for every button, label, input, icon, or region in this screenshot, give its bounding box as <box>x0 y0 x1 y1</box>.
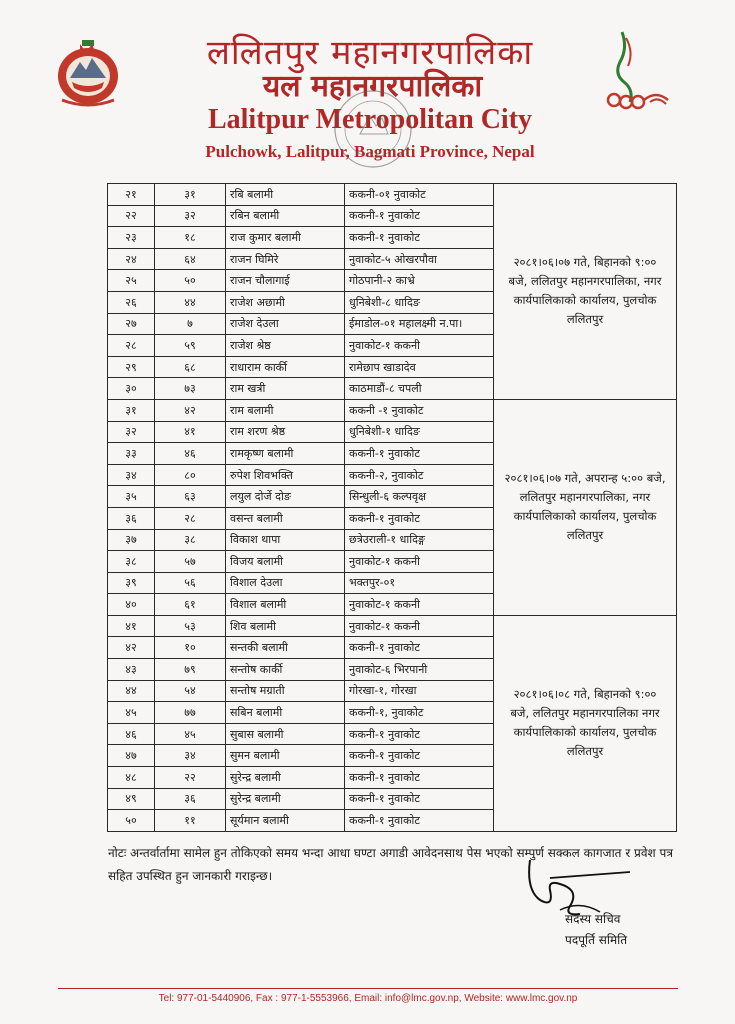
candidate-name: सन्तोष मग्राती <box>226 680 345 702</box>
candidate-name: सन्तोष कार्की <box>226 659 345 681</box>
candidate-address: गोठपानी-२ काभ्रे <box>345 270 494 292</box>
roll-number: ७९ <box>155 659 226 681</box>
roll-number: २८ <box>155 507 226 529</box>
candidate-name: सुरेन्द्र बलामी <box>226 767 345 789</box>
candidate-address: ककनी-१ नुवाकोट <box>345 443 494 465</box>
signatory-block <box>565 909 627 951</box>
candidate-address: ककनी-२, नुवाकोट <box>345 464 494 486</box>
serial-number: ४५ <box>108 702 155 724</box>
candidate-address: ककनी-१ नुवाकोट <box>345 227 494 249</box>
interview-schedule: २०८१।०६।०८ गते, बिहानको ९:०० बजे, ललितपुर महानगरपालिका नगर कार्यपालिकाको कार्यालय, पुलचोक ललितपुर <box>494 615 677 831</box>
serial-number: ४३ <box>108 659 155 681</box>
candidate-address: रामेछाप खाडादेव <box>345 356 494 378</box>
candidate-name: रुपेश शिवभक्ति <box>226 464 345 486</box>
serial-number: २८ <box>108 335 155 357</box>
roll-number: ३६ <box>155 788 226 810</box>
candidate-address: नुवाकोट-१ ककनी <box>345 551 494 573</box>
serial-number: ३१ <box>108 399 155 421</box>
candidate-name: सुरेन्द्र बलामी <box>226 788 345 810</box>
candidate-name: विजय बलामी <box>226 551 345 573</box>
serial-number: ४१ <box>108 615 155 637</box>
candidate-name: शिव बलामी <box>226 615 345 637</box>
roll-number: ६३ <box>155 486 226 508</box>
footer-contact: Tel: 977-01-5440906, Fax : 977-1-5553966, Email: info@lmc.gov.np, Website: www.lmc.gov.np <box>158 993 578 1004</box>
candidate-address: काठमाडौं-८ चपली <box>345 378 494 400</box>
table-row <box>108 399 677 421</box>
candidate-address: ककनी-१ नुवाकोट <box>345 723 494 745</box>
serial-number: ४६ <box>108 723 155 745</box>
roll-number: ७३ <box>155 378 226 400</box>
candidate-table <box>107 183 677 832</box>
footer-divider <box>58 988 678 989</box>
city-logo-icon <box>600 28 672 112</box>
candidate-address: ककनी-१ नुवाकोट <box>345 788 494 810</box>
roll-number: ६१ <box>155 594 226 616</box>
candidate-address: नुवाकोट-१ ककनी <box>345 594 494 616</box>
candidate-name: राजेश श्रेष्ठ <box>226 335 345 357</box>
roll-number: ६४ <box>155 248 226 270</box>
serial-number: २९ <box>108 356 155 378</box>
roll-number: ३८ <box>155 529 226 551</box>
candidate-name: राजन घिमिरे <box>226 248 345 270</box>
candidate-name: सुमन बलामी <box>226 745 345 767</box>
candidate-address: ककनी-१ नुवाकोट <box>345 507 494 529</box>
roll-number: ७ <box>155 313 226 335</box>
candidate-address: ककनी-१ नुवाकोट <box>345 767 494 789</box>
roll-number: ११ <box>155 810 226 832</box>
candidate-name: सन्तकी बलामी <box>226 637 345 659</box>
candidate-name: राम बलामी <box>226 399 345 421</box>
candidate-name: राम शरण श्रेष्ठ <box>226 421 345 443</box>
candidate-address: गोरखा-१, गोरखा <box>345 680 494 702</box>
candidate-name: सुबास बलामी <box>226 723 345 745</box>
serial-number: २६ <box>108 291 155 313</box>
notice-text: नोटः अन्तर्वार्तामा सामेल हुन तोकिएको समय भन्दा आधा घण्टा अगाडी आवेदनसाथ पेस भएको सम्पुर्ण सक्कल कागजात र प्रवेश पत्र सहित उपस्थित हुन जानकारी गराइन्छ। <box>108 846 673 883</box>
serial-number: ३० <box>108 378 155 400</box>
roll-number: ५३ <box>155 615 226 637</box>
candidate-name: राजेश देउला <box>226 313 345 335</box>
roll-number: ४६ <box>155 443 226 465</box>
candidate-address: छत्रेउराली-१ धादिङ्ग <box>345 529 494 551</box>
org-title-nepali: ललितपुर महानगरपालिका <box>206 33 534 73</box>
candidate-name: विकाश थापा <box>226 529 345 551</box>
nepal-emblem-icon <box>52 38 124 108</box>
candidate-name: रामकृष्ण बलामी <box>226 443 345 465</box>
serial-number: ५० <box>108 810 155 832</box>
candidate-address: ककनी -१ नुवाकोट <box>345 399 494 421</box>
serial-number: ४८ <box>108 767 155 789</box>
candidate-address: सिन्धुली-६ कल्पवृक्ष <box>345 486 494 508</box>
roll-number: ३४ <box>155 745 226 767</box>
office-stamp <box>330 86 416 172</box>
candidate-name: राधाराम कार्की <box>226 356 345 378</box>
table-row <box>108 184 677 206</box>
table-row <box>108 615 677 637</box>
roll-number: ५६ <box>155 572 226 594</box>
serial-number: ४७ <box>108 745 155 767</box>
candidate-address: ककनी-१ नुवाकोट <box>345 810 494 832</box>
candidate-name: विशाल देउला <box>226 572 345 594</box>
roll-number: २२ <box>155 767 226 789</box>
candidate-address: ककनी-१ नुवाकोट <box>345 205 494 227</box>
candidate-address: ककनी-०१ नुवाकोट <box>345 184 494 206</box>
roll-number: ५४ <box>155 680 226 702</box>
serial-number: ३३ <box>108 443 155 465</box>
candidate-name: वसन्त बलामी <box>226 507 345 529</box>
serial-number: ३९ <box>108 572 155 594</box>
interview-schedule: २०८१।०६।०७ गते, बिहानको ९:०० बजे, ललितपुर महानगरपालिका, नगर कार्यपालिकाको कार्यालय, पुलचोक ललितपुर <box>494 184 677 400</box>
candidate-name: रबिन बलामी <box>226 205 345 227</box>
candidate-address: नुवाकोट-१ ककनी <box>345 335 494 357</box>
candidate-name: लयुल दोर्जे दोङ <box>226 486 345 508</box>
candidate-name: राजेश अछामी <box>226 291 345 313</box>
candidate-name: सूर्यमान बलामी <box>226 810 345 832</box>
serial-number: २४ <box>108 248 155 270</box>
candidate-address: नुवाकोट-१ ककनी <box>345 615 494 637</box>
serial-number: २५ <box>108 270 155 292</box>
candidate-name: राजन चौलागाई <box>226 270 345 292</box>
candidate-name: सबिन बलामी <box>226 702 345 724</box>
serial-number: ३७ <box>108 529 155 551</box>
roll-number: ३१ <box>155 184 226 206</box>
roll-number: ४४ <box>155 291 226 313</box>
roll-number: १० <box>155 637 226 659</box>
roll-number: ८० <box>155 464 226 486</box>
roll-number: ५९ <box>155 335 226 357</box>
candidate-name: रबि बलामी <box>226 184 345 206</box>
serial-number: ३८ <box>108 551 155 573</box>
roll-number: ७७ <box>155 702 226 724</box>
candidate-address: ककनी-१, नुवाकोट <box>345 702 494 724</box>
serial-number: ३२ <box>108 421 155 443</box>
candidate-name: राज कुमार बलामी <box>226 227 345 249</box>
org-address: Pulchowk, Lalitpur, Bagmati Province, Nepal <box>205 142 535 161</box>
candidate-address: धुनिबेशी-८ धादिङ <box>345 291 494 313</box>
serial-number: २७ <box>108 313 155 335</box>
signatory-committee: पदपूर्ति समिति <box>565 933 628 947</box>
candidate-address: नुवाकोट-६ भिरपानी <box>345 659 494 681</box>
roll-number: १८ <box>155 227 226 249</box>
serial-number: ४९ <box>108 788 155 810</box>
roll-number: ४२ <box>155 399 226 421</box>
serial-number: २१ <box>108 184 155 206</box>
roll-number: ६८ <box>155 356 226 378</box>
roll-number: ५० <box>155 270 226 292</box>
candidate-address: ईमाडोल-०१ महालक्ष्मी न.पा। <box>345 313 494 335</box>
org-title-english: Lalitpur Metropolitan City <box>207 104 533 135</box>
roll-number: ३२ <box>155 205 226 227</box>
roll-number: ५७ <box>155 551 226 573</box>
signatory-title: सदस्य सचिव <box>565 912 621 926</box>
serial-number: ३४ <box>108 464 155 486</box>
candidate-address: धुनिबेशी-१ धादिङ <box>345 421 494 443</box>
candidate-name: राम खत्री <box>226 378 345 400</box>
candidate-address: ककनी-१ नुवाकोट <box>345 745 494 767</box>
roll-number: ४१ <box>155 421 226 443</box>
candidate-name: विशाल बलामी <box>226 594 345 616</box>
candidate-address: भक्तपुर-०१ <box>345 572 494 594</box>
roll-number: ४५ <box>155 723 226 745</box>
interview-schedule: २०८१।०६।०७ गते, अपरान्ह ५:०० बजे, ललितपुर महानगरपालिका, नगर कार्यपालिकाको कार्यालय, पुलचोक ललितपुर <box>494 399 677 615</box>
serial-number: ४४ <box>108 680 155 702</box>
candidate-address: नुवाकोट-५ ओखरपौवा <box>345 248 494 270</box>
serial-number: २३ <box>108 227 155 249</box>
org-title-newari: यल महानगरपालिका <box>262 69 483 104</box>
serial-number: ३६ <box>108 507 155 529</box>
serial-number: ४० <box>108 594 155 616</box>
serial-number: ३५ <box>108 486 155 508</box>
candidate-address: ककनी-१ नुवाकोट <box>345 637 494 659</box>
serial-number: २२ <box>108 205 155 227</box>
serial-number: ४२ <box>108 637 155 659</box>
